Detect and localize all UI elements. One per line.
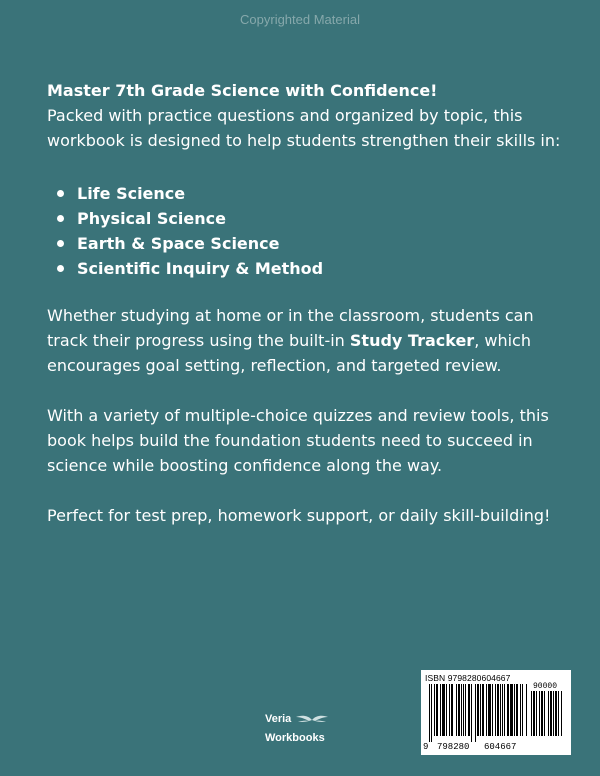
list-item: Physical Science bbox=[47, 206, 567, 231]
addon-barcode-bars bbox=[531, 691, 565, 742]
isbn-barcode: ISBN 9798280604667 90000 9 798280 604667 bbox=[421, 670, 571, 755]
bullet-icon bbox=[57, 265, 64, 272]
study-tracker-emphasis: Study Tracker bbox=[349, 331, 475, 350]
copyright-watermark: Copyrighted Material bbox=[240, 12, 360, 27]
ean-barcode-bars bbox=[429, 684, 527, 742]
publisher-name-line1: Veria bbox=[265, 713, 292, 725]
bullet-icon bbox=[57, 190, 64, 197]
tracker-paragraph: Whether studying at home or in the classroom, students can track their progress using the built-in Study Tracker, which encourages goal setting, reflection, and targeted review. bbox=[47, 306, 534, 375]
back-cover-text bbox=[47, 78, 567, 528]
isbn-label: ISBN 9798280604667 bbox=[425, 673, 511, 683]
wings-icon bbox=[295, 714, 329, 724]
publisher-logo bbox=[265, 712, 365, 745]
price-code: 90000 bbox=[533, 682, 558, 691]
topic-list bbox=[47, 181, 567, 281]
publisher-name-line2: Workbooks bbox=[265, 732, 325, 744]
intro-paragraph: Packed with practice questions and organized by topic, this workbook is designed to help students strengthen their skills in: bbox=[47, 106, 561, 150]
bullet-icon bbox=[57, 215, 64, 222]
list-item: Life Science bbox=[47, 181, 567, 206]
list-item: Earth & Space Science bbox=[47, 231, 567, 256]
list-item: Scientific Inquiry & Method bbox=[47, 256, 567, 281]
bullet-icon bbox=[57, 240, 64, 247]
tools-paragraph: With a variety of multiple-choice quizzes and review tools, this book helps build the foundation students need to succeed in science while boosting confidence along the way. bbox=[47, 406, 549, 475]
closing-paragraph: Perfect for test prep, homework support, or daily skill-building! bbox=[47, 506, 551, 525]
headline: Master 7th Grade Science with Confidence! bbox=[47, 81, 438, 100]
